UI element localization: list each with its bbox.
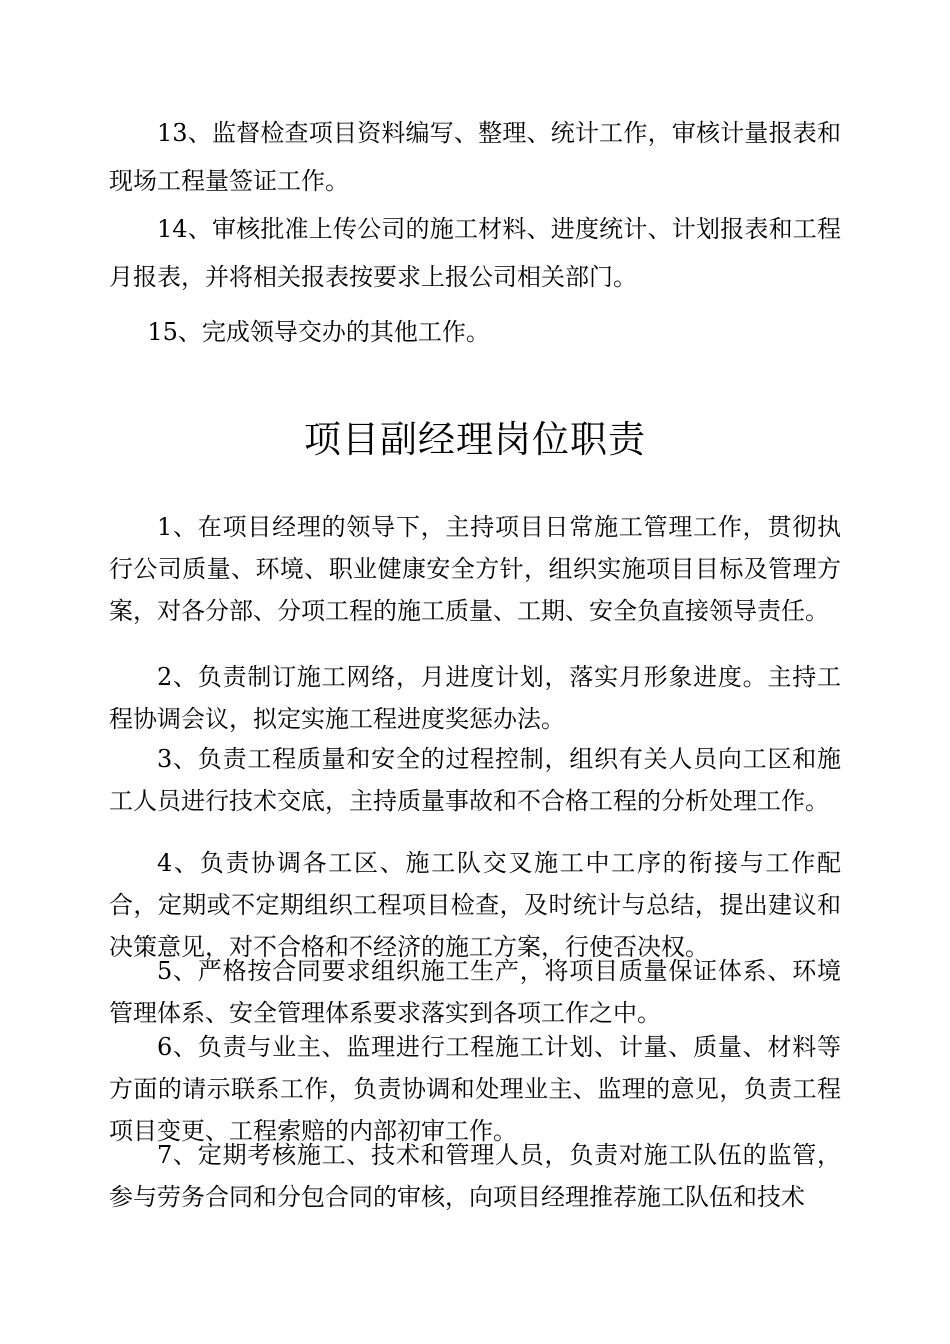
duty-item-4: 4、负责协调各工区、施工队交叉施工中工序的衔接与工作配合，定期或不定期组织工程项目检查，及时统计与总结，提出建议和决策意见，对不合格和不经济的施工方案，行使否决权。 bbox=[109, 849, 841, 961]
duty-item-6: 6、负责与业主、监理进行工程施工计划、计量、质量、材料等方面的请示联系工作，负责协调和处理业主、监理的意见，负责工程项目变更、工程索赔的内部初审工作。 bbox=[109, 1033, 841, 1145]
duty-item-7: 7、定期考核施工、技术和管理人员，负责对施工队伍的监管，参与劳务合同和分包合同的审核，向项目经理推荐施工队伍和技术 bbox=[109, 1141, 841, 1211]
section-title: 项目副经理岗位职责 bbox=[304, 418, 646, 461]
duty-item-3: 3、负责工程质量和安全的过程控制，组织有关人员向工区和施工人员进行技术交底，主持质量事故和不合格工程的分析处理工作。 bbox=[109, 745, 841, 815]
paragraph-item-14: 14、审核批准上传公司的施工材料、进度统计、计划报表和工程月报表，并将相关报表按要求上报公司相关部门。 bbox=[109, 215, 841, 291]
duty-item-5: 5、严格按合同要求组织施工生产，将项目质量保证体系、环境管理体系、安全管理体系要求落实到各项工作之中。 bbox=[109, 957, 841, 1027]
duty-item-2: 2、负责制订施工网络，月进度计划，落实月形象进度。主持工程协调会议，拟定实施工程进度奖惩办法。 bbox=[109, 663, 841, 733]
paragraph-item-13: 13、监督检查项目资料编写、整理、统计工作，审核计量报表和现场工程量签证工作。 bbox=[109, 119, 841, 195]
duty-item-1: 1、在项目经理的领导下，主持项目日常施工管理工作，贯彻执行公司质量、环境、职业健康安全方针，组织实施项目目标及管理方案，对各分部、分项工程的施工质量、工期、安全负直接领导责任。 bbox=[109, 513, 841, 625]
paragraph-item-15: 15、完成领导交办的其他工作。 bbox=[147, 318, 490, 346]
